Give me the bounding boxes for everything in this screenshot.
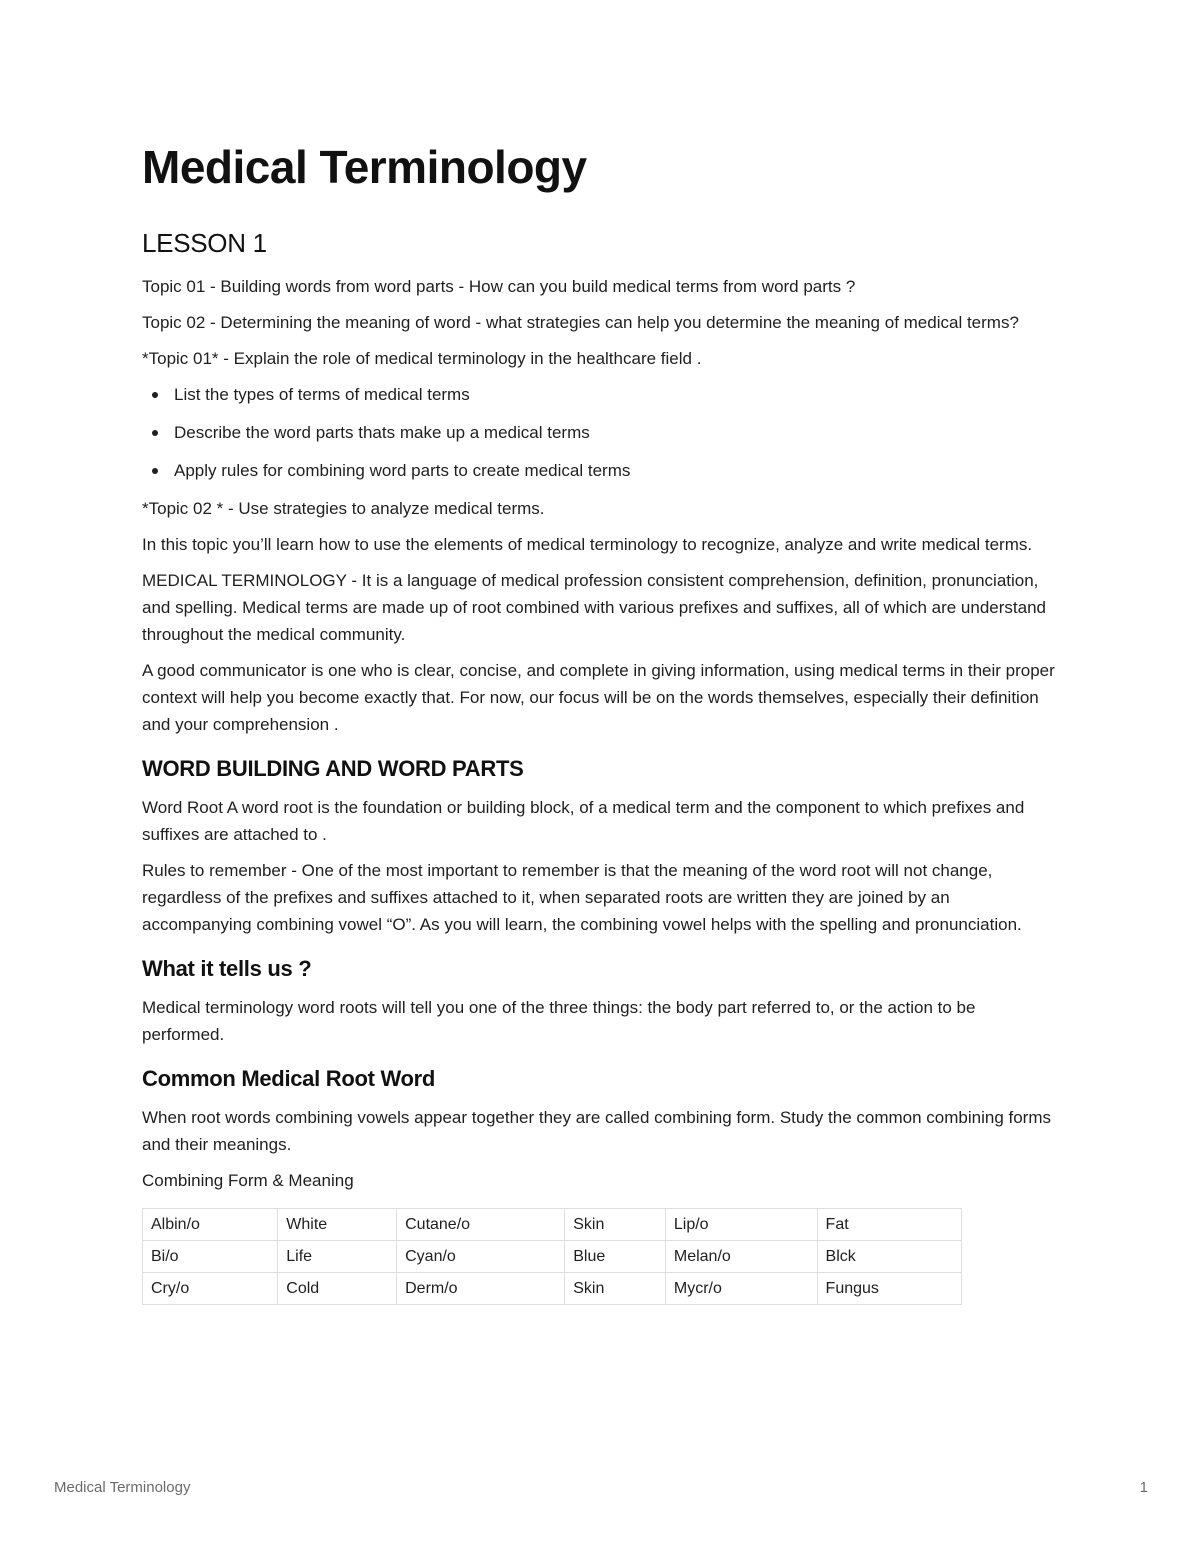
footer-title: Medical Terminology: [54, 1479, 191, 1496]
table-cell: White: [278, 1209, 397, 1241]
combining-form-paragraph: When root words combining vowels appear together they are called combining form. Study the common combining forms and their meanings.: [142, 1108, 1051, 1154]
combining-form-table: [142, 1208, 962, 1305]
table-row: [143, 1273, 962, 1305]
common-root-heading: Common Medical Root Word: [142, 1066, 436, 1091]
tells-us-heading: What it tells us ?: [142, 956, 312, 981]
table-row: [143, 1209, 962, 1241]
list-item: Describe the word parts thats make up a medical terms: [174, 419, 1062, 446]
page-title: Medical Terminology: [142, 141, 587, 193]
table-cell: Albin/o: [143, 1209, 278, 1241]
table-cell: Fat: [817, 1209, 961, 1241]
table-cell: Cold: [278, 1273, 397, 1305]
objectives-list: [142, 381, 1062, 484]
word-root-paragraph: Word Root A word root is the foundation or building block, of a medical term and the component to which prefixes and suffixes are attached to .: [142, 798, 1025, 844]
table-cell: Lip/o: [665, 1209, 817, 1241]
definition-paragraph: MEDICAL TERMINOLOGY - It is a language of medical profession consistent comprehension, definition, pronunciation, and spelling. Medical terms are made up of root combined with various prefixes and suffixes, all of which are understand throughout the medical community.: [142, 571, 1046, 644]
table-cell: Skin: [565, 1209, 666, 1241]
table-caption: Combining Form & Meaning: [142, 1171, 354, 1190]
topic-02-line: Topic 02 - Determining the meaning of word - what strategies can help you determine the meaning of medical terms?: [142, 313, 1019, 332]
table-row: [143, 1241, 962, 1273]
table-cell: Skin: [565, 1273, 666, 1305]
table-cell: Fungus: [817, 1273, 961, 1305]
topic-01-line: Topic 01 - Building words from word parts - How can you build medical terms from word parts ?: [142, 277, 856, 296]
list-item: List the types of terms of medical terms: [174, 381, 1062, 408]
table-cell: Blck: [817, 1241, 961, 1273]
table-cell: Bi/o: [143, 1241, 278, 1273]
tells-us-paragraph: Medical terminology word roots will tell you one of the three things: the body part referred to, or the action to be performed.: [142, 998, 976, 1044]
table-cell: Cyan/o: [397, 1241, 565, 1273]
table-cell: Melan/o: [665, 1241, 817, 1273]
word-building-heading: WORD BUILDING AND WORD PARTS: [142, 756, 524, 781]
document-body: [142, 228, 1062, 1305]
table-cell: Life: [278, 1241, 397, 1273]
rules-paragraph: Rules to remember - One of the most important to remember is that the meaning of the word root will not change, regardless of the prefixes and suffixes attached to it, when separated roots are written they are joined by an accompanying combining vowel “O”. As you will learn, the combining vowel helps with the spelling and pronunciation.: [142, 861, 1022, 934]
table-cell: Cry/o: [143, 1273, 278, 1305]
list-item: Apply rules for combining word parts to create medical terms: [174, 457, 1062, 484]
topic-intro-paragraph: In this topic you’ll learn how to use the elements of medical terminology to recognize, analyze and write medical terms.: [142, 535, 1033, 554]
lesson-heading: LESSON 1: [142, 228, 267, 258]
table-cell: Blue: [565, 1241, 666, 1273]
topic-01-detail: *Topic 01* - Explain the role of medical terminology in the healthcare field .: [142, 349, 702, 368]
page-number: 1: [1139, 1479, 1148, 1496]
topic-02-detail: *Topic 02 * - Use strategies to analyze medical terms.: [142, 499, 545, 518]
table-cell: Cutane/o: [397, 1209, 565, 1241]
communicator-paragraph: A good communicator is one who is clear, concise, and complete in giving information, using medical terms in their proper context will help you become exactly that. For now, our focus will be on the words themselves, especially their definition and your comprehension .: [142, 661, 1055, 734]
table-cell: Derm/o: [397, 1273, 565, 1305]
table-cell: Mycr/o: [665, 1273, 817, 1305]
